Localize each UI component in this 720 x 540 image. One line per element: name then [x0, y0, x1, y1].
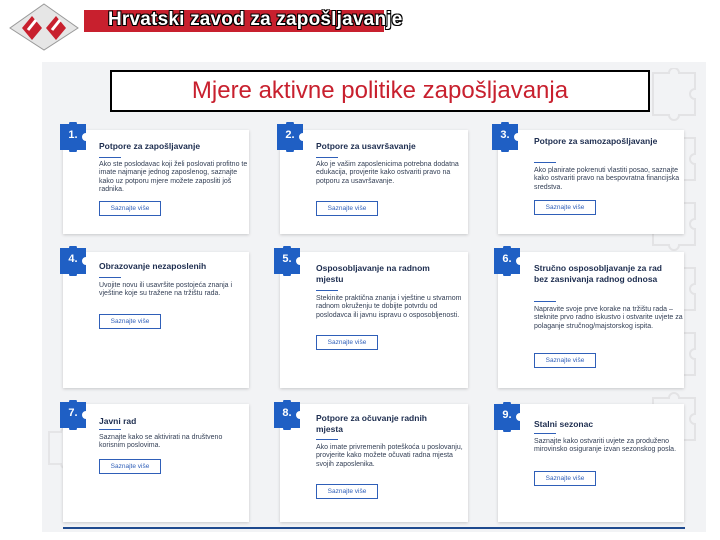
learn-more-button[interactable]: Saznajte više [316, 201, 378, 216]
card-number: 8. [282, 407, 292, 419]
learn-more-button[interactable]: Saznajte više [316, 335, 378, 350]
learn-more-button[interactable]: Saznajte više [534, 200, 596, 215]
card-divider [99, 277, 121, 278]
card-number: 7. [68, 407, 78, 419]
puzzle-number-6-icon [492, 246, 522, 276]
card-divider [534, 433, 556, 434]
hzz-logo-icon [8, 2, 80, 52]
card-number: 6. [502, 253, 512, 265]
card-divider [316, 290, 338, 291]
card-divider [316, 439, 338, 440]
header [0, 0, 720, 56]
card-title: Potpore za zapošljavanje [99, 141, 201, 151]
card-number: 2. [285, 129, 295, 141]
card-title: Potpore za usavršavanje [316, 141, 416, 151]
card-title: Osposobljavanje na radnom mjestu [316, 263, 430, 284]
card-description: Saznajte kako ostvariti uvjete za produženo mirovinsko osiguranje izvan sezonskog posla. [534, 438, 677, 454]
card-description: Ako ste poslodavac koji želi poslovati profitno te imate najmanje jednog zaposlenog, saznajte kako uz potporu mjere možete zaposliti još radnika. [99, 161, 248, 194]
measure-card-4 [63, 252, 249, 388]
card-divider [534, 301, 556, 302]
measure-card-5 [280, 252, 468, 388]
card-divider [316, 157, 338, 158]
footer-divider [63, 527, 685, 529]
card-divider [534, 162, 556, 163]
learn-more-button[interactable]: Saznajte više [534, 353, 596, 368]
puzzle-number-4-icon [58, 246, 88, 276]
slide-title-box [110, 70, 650, 112]
puzzle-number-7-icon [58, 400, 88, 430]
card-divider [99, 157, 121, 158]
card-title: Obrazovanje nezaposlenih [99, 261, 207, 271]
card-description: Saznajte kako se aktivirati na društveno korisnim poslovima. [99, 434, 223, 450]
card-divider [99, 429, 121, 430]
measure-card-2 [280, 130, 468, 234]
card-number: 4. [68, 253, 78, 265]
measure-card-8 [280, 404, 468, 522]
card-title: Stalni sezonac [534, 419, 594, 429]
puzzle-number-3-icon [490, 122, 520, 152]
org-name: Hrvatski zavod za zapošljavanje [108, 9, 403, 30]
card-number: 5. [282, 253, 292, 265]
card-description: Stekinite praktična znanja i vještine u stvarnom radnom okruženju te dobijte potvrdu od poslodavca ili javnu ispravu o osposobljenosti. [316, 295, 462, 319]
card-number: 1. [68, 129, 78, 141]
card-description: Ako imate privremenih poteškoća u poslovanju, provjerite kako možete očuvati radna mjesta svojih zaposlenika. [316, 444, 463, 468]
measure-card-1 [63, 130, 249, 234]
learn-more-button[interactable]: Saznajte više [99, 459, 161, 474]
measure-card-7 [63, 404, 249, 522]
card-title: Potpore za očuvanje radnih mjesta [316, 413, 427, 434]
learn-more-button[interactable]: Saznajte više [99, 201, 161, 216]
puzzle-number-2-icon [275, 122, 305, 152]
learn-more-button[interactable]: Saznajte više [534, 471, 596, 486]
card-description: Uvojite novu ili usavršite postojeća znanja i vještine koje su tražene na tržištu rada. [99, 282, 233, 298]
puzzle-number-9-icon [492, 402, 522, 432]
measure-card-6 [498, 252, 684, 388]
card-number: 3. [500, 129, 510, 141]
learn-more-button[interactable]: Saznajte više [316, 484, 378, 499]
puzzle-number-1-icon [58, 122, 88, 152]
puzzle-number-5-icon [272, 246, 302, 276]
card-description: Napravite svoje prve korake na tržištu rada – steknite prvo radno iskustvo i ostvarite uvjete za polaganje stručnog/majstorskog ispita. [534, 306, 683, 330]
card-title: Javni rad [99, 416, 137, 426]
measure-card-9 [498, 404, 684, 522]
card-title: Stručno osposobljavanje za rad bez zasnivanja radnog odnosa [534, 263, 663, 284]
learn-more-button[interactable]: Saznajte više [99, 314, 161, 329]
card-description: Ako planirate pokrenuti vlastiti posao, saznajte kako ostvariti pravo na bespovratna financijska sredstva. [534, 167, 680, 191]
slide-title: Mjere aktivne politike zapošljavanja [191, 77, 569, 104]
puzzle-number-8-icon [272, 400, 302, 430]
measure-card-3 [498, 130, 684, 234]
card-description: Ako je vašim zaposlenicima potrebna dodatna edukacija, provjerite kako ostvariti pravo na potporu za usavršavanje. [316, 161, 459, 185]
card-number: 9. [502, 409, 512, 421]
card-title: Potpore za samozapošljavanje [534, 136, 658, 146]
